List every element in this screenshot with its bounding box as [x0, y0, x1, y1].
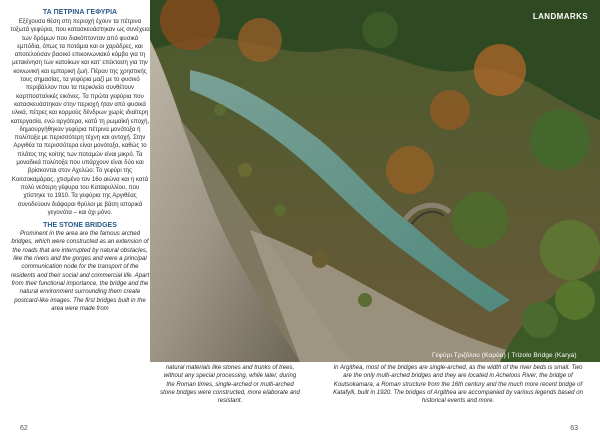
- landscape-photo: [150, 0, 600, 362]
- page-number-left: 62: [20, 425, 28, 432]
- english-section-title: THE STONE BRIDGES: [43, 222, 117, 230]
- greek-body-text: Εξέχουσα θέση στη περιοχή έχουν τα πέτρινα τοξωτά γεφύρια, που κατασκευάστηκαν ως συνέχεια των δρόμων που διακόπτονταν από φυσικά εμπόδια, όπως τα ποτάμια και οι χαράδρες, και αποτελούσαν βασικό επικοινωνιακό κόμβο για τη μετακίνηση των κατοίκων και κατ' επέκταση για την κοινωνική και εμπορική ζωή. Πέραν της χρηστικής τους σημασίας, τα γεφύρια μαζί με το φυσικό περιβάλλον που τα περικλείει συνθέτουν καρτποσταλικές εικόνες. Τα πρώτα γεφύρια που κατασκευάστηκαν στην περιοχή ήταν από φυσικά υλικά, πέτρες και κορμούς δένδρων χωρίς ιδιαίτερη κατεργασία, ενώ αργότερα, κατά τη ρωμαϊκή εποχή, δημιουργήθηκαν γεφύρια πέτρινα μονότοξα ή πολύτοξα με περισσότερη τέχνη και αντοχή. Στην Αργιθέα τα περισσότερα είναι μονότοξα, καθώς το πλάτος της κοίτης των ποταμών είναι μικρό. Τα μοναδικά πολύτοξα που υπάρχουν είναι δύο και βρίσκονται στον Αχελώο: Το γεφύρι της Κοιτσοκαμάρας, χτισμένο τον 16ο αιώνα και η κατά πολύ νεότερη γέφυρα του Καταφυλλίου, που χτίστηκε το 1910. Τα γεφύρια της Αργιθέας συνοδεύουν διάφοροι θρύλοι με βάση ιστορικά γεγονότα – και όχι μόνο.: [10, 19, 150, 216]
- english-body-text-col3: In Argithea, most of the bridges are single-arched, as the width of the river beds is small. Two are the only multi-arched bridges and they are located in Acheloos River, the bridge of Koutsokamara, a Roman structure from the 16th century and the much more recent bridge of Katafylli, built in 1920. The bridges of Argithea are accompanied by various legends based on historical events and more.: [333, 365, 583, 405]
- gorge-photo-illustration: [150, 0, 600, 362]
- section-label: LANDMARKS: [532, 12, 588, 21]
- left-text-column: [10, 9, 150, 409]
- english-body-text-col2: natural materials like stones and trunks of trees, without any special processing, while later, during the Roman times, single-arched or multi-arched stone bridges were constructed, more elaborate and resistant.: [160, 365, 300, 405]
- page-number-right: 63: [570, 425, 578, 432]
- greek-section-title: ΤΑ ΠΕΤΡΙΝΑ ΓΕΦΥΡΙΑ: [42, 9, 118, 16]
- english-body-text-col1: Prominent in the area are the famous arched bridges, which were constructed as an extension of the roads that are interrupted by natural obstacles, like the rivers and the gorges and were a principal communication node for the transport of the residents and their social and commercial life. Apart from their functional importance, the bridge and the natural environment surrounding them create postcard-like images. The first bridges built in the area were made from: [10, 231, 150, 312]
- photo-caption: Γεφύρι Τριζόλου (Καρύα) | Trizolo Bridge (Karya): [432, 352, 577, 359]
